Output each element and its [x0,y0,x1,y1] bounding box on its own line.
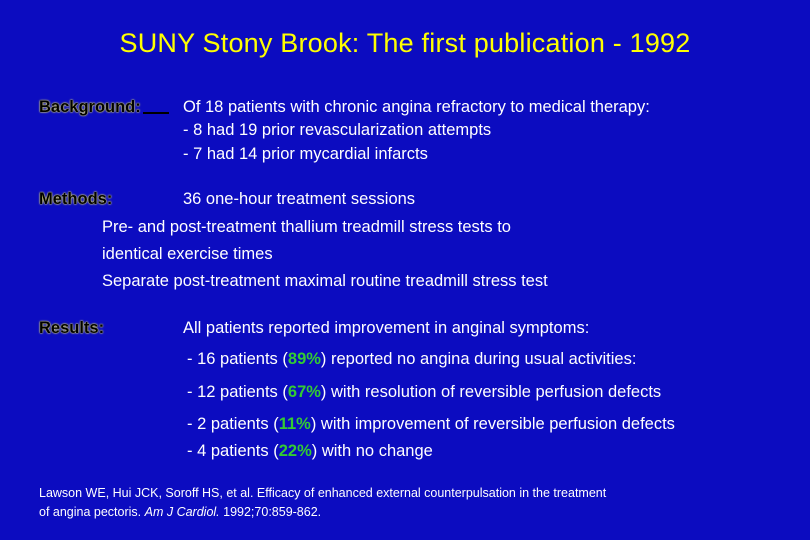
result-prefix: - 4 patients ( [187,442,279,460]
result-percent: 89% [287,350,321,368]
methods-label: Methods: [39,190,113,208]
background-line-1: Of 18 patients with chronic angina refractory to medical therapy: [183,98,650,116]
reference-line-1: Lawson WE, Hui JCK, Soroff HS, et al. Efficacy of enhanced external counterpulsation in the treatment [39,486,607,500]
background-label-text: Background: [39,98,141,116]
reference-journal: Am J Cardiol. [144,505,220,519]
result-suffix: ) with improvement of reversible perfusion defects [310,415,675,433]
result-item [187,383,661,402]
result-suffix: ) with resolution of reversible perfusion defects [320,383,662,401]
reference-suffix: 1992;70:859-862. [219,505,322,519]
background-label [39,98,171,117]
result-item [187,442,433,461]
result-item [187,415,675,434]
result-prefix: - 2 patients ( [187,415,279,433]
results-line-1: All patients reported improvement in anginal symptoms: [183,319,590,337]
background-line-3: - 7 had 14 prior mycardial infarcts [183,145,428,163]
result-suffix: ) with no change [311,442,433,460]
result-prefix: - 12 patients ( [187,383,288,401]
slide-title: SUNY Stony Brook: The first publication - 1992 [119,28,691,58]
result-suffix: ) reported no angina during usual activities: [320,350,637,368]
result-item [187,350,636,369]
label-underline [143,112,169,114]
methods-line-4: Separate post-treatment maximal routine treadmill stress test [102,272,548,290]
result-percent: 22% [278,442,312,460]
results-label: Results: [39,319,105,337]
methods-line-1: 36 one-hour treatment sessions [183,190,416,208]
result-percent: 11% [278,415,311,433]
result-percent: 67% [287,383,321,401]
methods-line-3: identical exercise times [102,245,273,263]
background-line-2: - 8 had 19 prior revascularization attempts [183,121,492,139]
reference-line-2 [39,505,321,519]
result-prefix: - 16 patients ( [187,350,288,368]
reference-prefix: of angina pectoris. [39,505,145,519]
methods-line-2: Pre- and post-treatment thallium treadmill stress tests to [102,218,511,236]
